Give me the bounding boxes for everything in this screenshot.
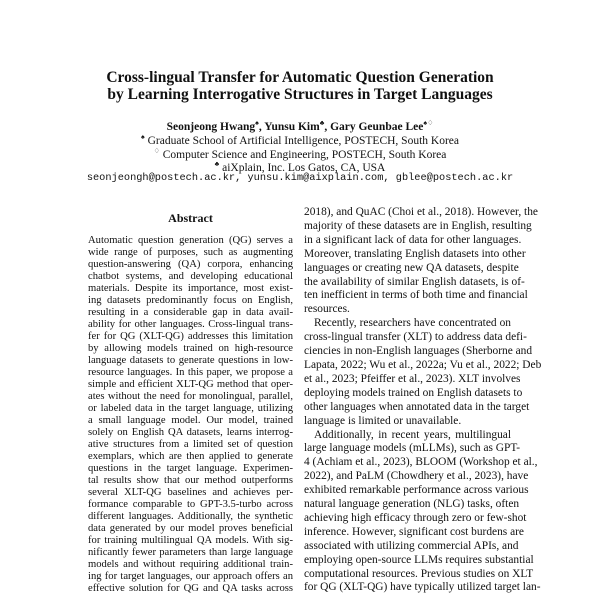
title-line: Cross-lingual Transfer for Automatic Question Generation [106, 69, 494, 86]
text-line: ten inefficient in terms of both time and financial [304, 289, 528, 302]
text-line: several XLT-QG baselines and achieves per- [88, 487, 293, 498]
affiliation-mark: ♠ [141, 133, 145, 141]
text-line: resources. [304, 303, 350, 316]
author-name: Seonjeong Hwang [166, 120, 256, 133]
text-line: resulting in a considerable gap in data avail- [88, 307, 293, 318]
text-line: other languages when annotated data in the target [304, 400, 530, 413]
text-line: questions in the target language. Experimen- [88, 463, 293, 474]
affiliation-mark: ♠ [255, 119, 259, 127]
abstract-heading: Abstract [168, 211, 213, 225]
affiliation-mark: ♠♢ [423, 119, 434, 127]
text-line: ability for other languages. Cross-lingual trans- [88, 319, 293, 330]
affiliation-mark: ♣ [319, 119, 325, 127]
text-line: Lapata, 2022; Wu et al., 2022a; Vu et al., 2022; Deb [304, 358, 542, 371]
separator: , [324, 120, 331, 133]
text-line: solely on English QA datasets, learns interrog- [88, 427, 293, 438]
text-line: inference. However, significant cost burdens are [304, 525, 524, 538]
text-line: fer for QG (XLT-QG) addresses this limitation [88, 331, 293, 342]
text-line: data generated by our model proves beneficial [88, 523, 293, 534]
text-line: achieving high efficacy through zero or few-shot [304, 511, 527, 524]
separator: , [258, 120, 265, 133]
text-line: associated with utilizing commercial APIs, and [304, 539, 519, 552]
paper-title [0, 69, 600, 103]
text-line: tal results show that our method outperforms [88, 475, 293, 486]
text-line: formance comparable to GPT-3.5-turbo across [88, 499, 293, 510]
text-line: resource languages. In this paper, we propose a [88, 367, 293, 378]
text-line: natural language generation (NLG) tasks, often [304, 498, 520, 511]
text-line: models and without requiring additional train- [88, 559, 293, 570]
text-line: different languages. Additionally, the synthetic [88, 511, 293, 522]
text-line: cross-lingual transfer (XLT) to address data defi- [304, 331, 527, 344]
text-line: simple and efficient XLT-QG method that oper- [88, 379, 293, 390]
text-line: ing for target languages, our approach offers an [88, 571, 293, 582]
affiliation-mark: ♣ [214, 160, 220, 168]
text-line: 2022), and PaLM (Chowdhery et al., 2023), have [304, 470, 529, 483]
text-line: Moreover, translating English datasets into other [304, 247, 526, 260]
text-line: wide range of purposes, such as augmenting [88, 247, 293, 258]
text-line: effective solution for QG and QA tasks across [88, 583, 293, 594]
text-line: employing open-source LLMs requires substantial [304, 553, 534, 566]
text-line: 4 (Achiam et al., 2023), BLOOM (Workshop et al., [304, 456, 538, 469]
text-line: question-answering (QA) corpora, enhancing [88, 259, 293, 270]
text-line: in a significant lack of data for other languages. [304, 233, 522, 246]
text-line: et al., 2023; Pfeiffer et al., 2023). XLT involves [304, 372, 521, 385]
text-line: Automatic question generation (QG) serves a [88, 235, 293, 246]
text-line: language datasets to generate questions in low- [88, 355, 293, 366]
text-line: languages or creating new QA datasets, despite [304, 261, 519, 274]
text-line: materials. Despite its importance, most exist- [88, 283, 293, 294]
author-name: Gary Geunbae Lee [330, 120, 424, 133]
text-line: for QG (XLT-QG) have typically utilized target lan- [304, 581, 541, 594]
text-line: a small language model. Our model, trained [88, 415, 293, 426]
text-line: ative structures from a limited set of question [88, 439, 293, 450]
text-line: ates without the need for monolingual, parallel, [88, 391, 293, 402]
text-line: large language models (mLLMs), such as GPT- [304, 442, 521, 455]
title-line: by Learning Interrogative Structures in Target Languages [107, 86, 493, 103]
text-line: Recently, researchers have concentrated on [314, 317, 511, 330]
text-line: ing datasets predominantly focus on English, [88, 295, 293, 306]
text-line: ciencies in non-English languages (Sherborne and [304, 345, 533, 358]
affiliation-text: aiXplain, Inc. Los Gatos, CA, USA [222, 161, 386, 174]
text-line: or labeled data in the target language, utilizing [88, 403, 293, 414]
author-name: Yunsu Kim [264, 120, 320, 133]
text-line: for training multilingual QA models. With sig- [88, 535, 293, 546]
affiliation-text: Computer Science and Engineering, POSTECH, South Korea [162, 148, 447, 161]
text-line: deploying models trained on English datasets to [304, 386, 523, 399]
text-line: nificantly fewer parameters than large language [88, 547, 293, 558]
text-line: exhibited remarkable performance across various [304, 484, 529, 497]
text-line: computational resources. Previous studies on XLT [304, 567, 534, 580]
text-line: exemplars, which are then applied to generate [88, 451, 293, 462]
author-emails: seonjeongh@postech.ac.kr, yunsu.kim@aixplain.com, gblee@postech.ac.kr [86, 172, 514, 184]
text-line: Additionally, in recent years, multilingual [314, 428, 511, 441]
text-line: language is limited or unavailable. [304, 414, 462, 427]
affiliation-mark: ♢ [153, 147, 160, 155]
abstract-text [88, 235, 293, 595]
affiliation-text: Graduate School of Artificial Intelligence, POSTECH, South Korea [147, 134, 459, 147]
introduction-text [304, 206, 542, 595]
text-line: the availability of similar English datasets, is of- [304, 275, 525, 288]
text-line: majority of these datasets are in English, resulting [304, 219, 532, 232]
text-line: by allowing models trained on high-resource [88, 343, 293, 354]
text-line: chatbot systems, and developing educational [88, 271, 293, 282]
text-line: 2018), and QuAC (Choi et al., 2018). However, the [304, 206, 538, 218]
